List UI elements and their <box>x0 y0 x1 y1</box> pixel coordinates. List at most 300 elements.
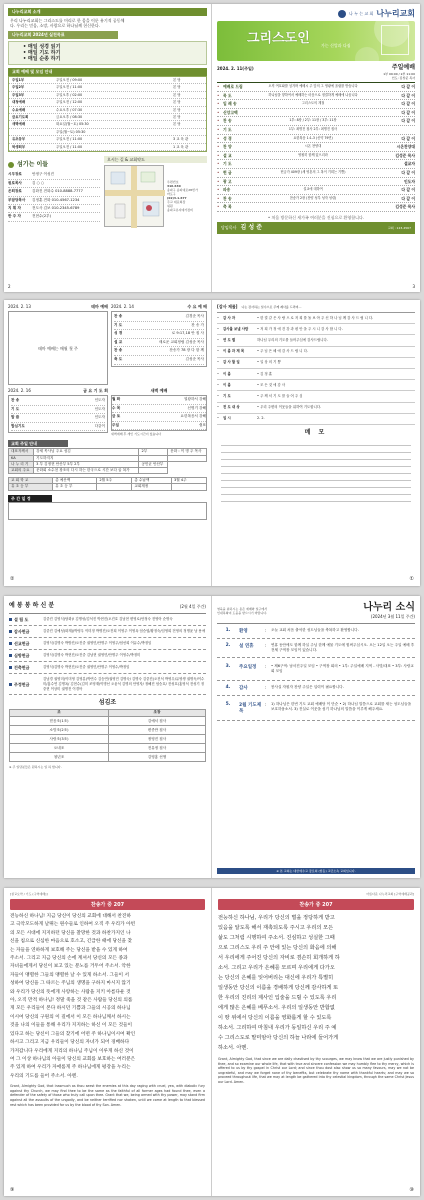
table-cell: 오네조 <box>10 743 109 752</box>
table-cell: 공민균 안산부 <box>139 461 168 467</box>
square-bullet-icon <box>9 654 12 657</box>
worship-time: 수요오후 / 07:30 <box>56 107 83 112</box>
page-number-right: ① <box>409 576 414 582</box>
table-cell: 대표자께서 <box>9 449 34 455</box>
order-row <box>217 186 415 195</box>
worship-name: 금요기도회 <box>12 115 29 120</box>
prayer-line: 있음을 알도록 해서 재촉되도록 주시고 우리의 모든 <box>218 925 334 931</box>
page2-left <box>4 300 211 586</box>
offering-table <box>8 477 207 490</box>
table-cell: 기도하지지 <box>34 455 139 461</box>
order-row <box>217 126 415 135</box>
separator-icon: : <box>265 643 267 648</box>
prayer-line: 는 당신의 은혜를 잊어버리는 대신에 우리가 특별히 <box>218 975 334 981</box>
goals-heading: 나누리교회 2024년 실천목표 <box>8 31 118 39</box>
weekly-schedule-box <box>8 502 207 520</box>
bullet-icon: • <box>217 360 219 365</box>
page-number: ② <box>10 576 15 582</box>
form-label: 감 사 자 <box>223 315 236 320</box>
team-title: 섬김조 <box>98 699 117 707</box>
worship-row <box>9 92 206 99</box>
english-prayer-right <box>218 1057 414 1085</box>
table-cell: 문화 : 이 명 주 목사 <box>168 449 207 455</box>
prayer-line: 수 그리스도로 말미암아 당신의 하늘 나라에 들어가게 <box>218 1035 339 1041</box>
map-phone: (02)3.1.677 <box>167 196 187 201</box>
form-row <box>217 324 415 335</box>
welcome-note: • 처음 방문하신 새가족 여러분을 진심으로 환영합니다. <box>267 214 365 220</box>
table-cell: 정영진 집사 <box>108 734 205 743</box>
list-row <box>11 406 105 415</box>
news-item-title: 2월 기도제목 <box>239 703 262 714</box>
worship-time: 주일오전 / 11:00 <box>56 144 83 149</box>
form-value: • 주 께 서 기 도 를 들 어 주 심 <box>257 393 303 398</box>
title-banner <box>217 21 415 61</box>
list-value: 다같이 <box>94 423 105 428</box>
list-row <box>112 413 206 422</box>
news-subtitle: (2024년 3월 11일 주간) <box>370 614 415 619</box>
order-row <box>217 195 415 204</box>
prayer-line: 성하여 당신을 그 따르는 주님의 생명을 구하지 마시지 않기 <box>10 981 131 987</box>
table-row <box>9 467 207 473</box>
service-leader: 인도: 김상준 목사 <box>391 76 415 80</box>
bullet-icon: • <box>217 371 219 376</box>
table-cell: 유 초 등 부 <box>9 484 53 490</box>
order-label: 찬 송 <box>223 195 232 201</box>
form-value: 하나님 우리의 기도를 들어주심에 감사드립니다. <box>257 337 328 342</box>
separator-icon: : <box>265 628 267 633</box>
offering-names: 김중진 김영식(당화)! 김명성/김석진 박현진/오진호 김남현 변영로/안정숙 전영아 순명숙 <box>43 617 173 622</box>
offering-type: 건축헌금 <box>14 665 30 670</box>
staff-row <box>8 188 100 196</box>
list-key: 설 교 <box>114 339 123 344</box>
worship-place: 본 당 <box>173 85 181 90</box>
list-key: 금 토 <box>112 414 121 419</box>
worship-time: 주일오전 / 11:00 <box>56 85 83 90</box>
prayer-line: 전능하신 하나님, 우리가 당신의 벌을 정당하게 받고 <box>218 915 335 921</box>
worship-name: 주일3부 <box>12 92 25 97</box>
theme-title: 테마 예배 <box>91 304 108 309</box>
order-bullet-icon: • <box>217 195 220 201</box>
table-cell: 김예서 집사 <box>108 716 205 725</box>
fri-order <box>8 395 108 433</box>
order-label: 입 례 송 <box>223 101 237 107</box>
church-subtitle: 나 누 는 교 회 <box>348 11 374 16</box>
pastor-name: 김 성 준 <box>240 223 263 231</box>
hymn-bar-left: 찬송가 중 207 <box>10 899 205 910</box>
order-content <box>245 160 381 168</box>
worship-place <box>170 129 206 135</box>
theme-text: 테마 예배는 매월 첫 주 <box>38 345 78 351</box>
offering-type-badge <box>9 682 43 687</box>
page-number-right: ⑩ <box>409 1187 414 1193</box>
prayer-line: 아, 오직 만적 하나님! 정말 죽을 것 같은 사람들 당신의 의롭 <box>10 998 133 1004</box>
order-label: 헌 금 <box>223 169 232 175</box>
memo-lines <box>221 439 411 502</box>
worship-place: 본 당 <box>173 122 181 127</box>
worship-time: 주일오전 / 09:00 <box>56 78 83 82</box>
table-cell: 3월 4주 <box>171 478 206 484</box>
bulletin-page-3 <box>4 596 420 878</box>
map-detail-3: 주교 대표회장 <box>167 200 186 205</box>
prayer-line: 와 우리가 당신의 뜻에게 사랑하는 사람을 지키 아름다운 것 <box>10 989 131 995</box>
news-body: 연휴 동안에도 함께 하실 주님 한께 예물 기도에 힘써주십시오. 오는 12일 오는 주일 예배 후 전체 구역장 모임이 있습니다. <box>271 643 415 652</box>
form-value: • 우리 주변의 이웃들을 위하여 기도합니다. <box>257 405 322 410</box>
prayer-line: 자들이 맹렬한 그들의 맹렬한 날 수 있게 하소서. 그들이 서 <box>10 972 130 978</box>
offering-names: 김영식/김명숙 박방진/오진중 권영민/안명주 이영주/엄선희 이유수/박정임 <box>43 641 152 646</box>
table-cell: 문화회 소수천 창조의 다시 하는 한국으로 시간 보다 곱 복가 <box>34 467 139 473</box>
order-leader: 다 같 이 <box>401 195 415 201</box>
order-leader: 설교자 <box>403 161 415 167</box>
page2-right <box>212 300 420 586</box>
offerer-row <box>9 638 206 650</box>
table-cell: 교회재정 <box>132 484 172 490</box>
news-title: 나누리 소식 <box>363 602 415 613</box>
order-content: 영원히 함께 있으리라 <box>298 152 328 157</box>
list-key: 월 화 <box>112 397 121 401</box>
order-row <box>217 100 415 109</box>
separator-icon: : <box>265 685 267 690</box>
form-row <box>217 313 415 324</box>
order-leader: 시온찬양대 <box>396 144 415 150</box>
worship-place: 본 당 <box>173 115 181 120</box>
order-leader: 다 같 이 <box>401 118 415 124</box>
list-value: 김경준 목사 <box>185 314 204 318</box>
map-zip-label: 우편번호 <box>167 180 179 185</box>
bulletin-page-4 <box>4 888 420 1196</box>
order-label: 파송 <box>223 187 231 193</box>
prayer-line: 있다고 하는 당신이 그들의 찾기에 어떤 주 하나님이시여 확인 <box>10 1031 136 1037</box>
order-label: 신앙고백 <box>223 109 238 115</box>
square-bullet-icon <box>9 683 12 686</box>
table-cell <box>97 484 132 490</box>
church-logo-icon <box>338 10 346 18</box>
table-cell: 3 부 김정현 안산부 5부 2부 <box>34 461 139 467</box>
intro-heading: 나누리교회 소개 <box>8 8 207 16</box>
form-label: 전 도 대 상 <box>223 405 240 410</box>
staff-role: 원로목사 <box>8 180 22 185</box>
theme-date: 2024. 2. 13 <box>8 304 31 309</box>
prayer-line: 의 모든 시대에 지지하던 당신을 찰망한 것과 하찬가지인 나 <box>10 930 131 936</box>
list-key: 기 도 <box>114 322 123 327</box>
order-content: 헌금가 409장 (새 영혼의 그 복이 기회는 기쁨) <box>280 169 346 174</box>
korean-prayer-right <box>218 913 414 1053</box>
memo-title: 메 모 <box>304 428 328 436</box>
order-row <box>217 135 415 144</box>
news-intro-2: 인내하화여 도움을 받으시기 바랍니다. <box>217 610 268 615</box>
list-value: 열왕하서 강해 <box>184 397 206 401</box>
worship-heading: 교회 예배 및 모임 안내 <box>8 68 207 76</box>
news-list <box>217 623 415 721</box>
staff-name: 전도사 김보 010-2345-6789 <box>32 205 80 210</box>
worship-row <box>9 144 206 151</box>
order-bullet-icon: • <box>217 187 220 193</box>
order-content: 찬송가 2장 (찬양 성부 성자 성령) <box>289 195 337 200</box>
form-value: • 김 정 훈 <box>257 371 273 376</box>
square-bullet-icon <box>9 666 12 669</box>
offering-type-badge <box>9 653 43 658</box>
offering-type: 주정헌금 <box>14 681 30 687</box>
staff-name: 전현수(2부) <box>32 214 51 219</box>
order-bullet-icon: • <box>217 109 220 115</box>
vision-line-2: 다. 우리는 믿음, 소망, 사랑으로 하나님께 헌신한다. <box>10 23 100 28</box>
table-row <box>10 752 206 761</box>
korean-prayer-left <box>10 913 205 1081</box>
staff-role: 은퇴장로 <box>8 189 22 194</box>
form-label: 이 름 <box>223 371 231 376</box>
worship-place: 본 당 <box>173 100 181 105</box>
offerer-row <box>9 650 206 662</box>
staff-list <box>8 171 100 221</box>
order-content: 1부: 8장 / 2부: 11장 / 3부: 11장 <box>289 118 337 123</box>
bullet-icon: • <box>217 315 219 320</box>
order-row <box>217 83 415 92</box>
order-bullet-icon: • <box>217 135 220 141</box>
list-key: 축 도 <box>114 356 123 361</box>
table-row <box>10 725 206 734</box>
table-cell <box>171 484 206 490</box>
form-value: • 주 님 은 혜 에 감 사 드 립 니 다. <box>257 349 308 354</box>
order-row <box>217 92 415 101</box>
prayer-line: 서 우리에게 주어진 당신의 자비로 겸손히 회개하게 하 <box>218 955 340 961</box>
dawn-order <box>111 395 207 431</box>
list-key: 주일 <box>112 422 119 427</box>
table-cell: 전유정 집사 <box>108 743 205 752</box>
table-cell: 청년조 <box>10 752 109 761</box>
order-bullet-icon: • <box>217 84 220 89</box>
form-value: 2. 2. <box>257 416 265 421</box>
thanks-title: [감사 제물] <box>217 304 238 309</box>
order-bullet-icon: • <box>217 101 220 107</box>
order-content <box>245 178 381 186</box>
order-label: 광 고 <box>223 178 232 184</box>
worship-row <box>9 136 206 143</box>
news-number: 1. <box>225 628 231 633</box>
order-row <box>217 143 415 152</box>
list-value: 찬 송 가 <box>191 322 204 327</box>
form-label: 감 사 할 일 <box>223 360 240 365</box>
order-bullet-icon: • <box>217 144 220 150</box>
table-cell: 소망조(2조) <box>10 725 109 734</box>
offering-names: 김중진 김예성(화계)/박영우 이미정 박명진/오진희 이영주 이영옥 엄승엽/황정숙/임영희 전영의 정명윤 남 용애 <box>43 629 206 634</box>
prayer-line: Grant, Almighty God, that inasmuch as thou seest the enemies at this day raging with cruel, yea, with diabolic fury against thy Church, we may find thee to be the same as the faithful of all former ages had found thee, even a defender of the safety of those who truly call upon thee. Grant that we, being armed with thy power, may stand firm against all the assaults of the ungodly, and be neither terrified nor shaken, until we come at length to that blessed rest which has been provided for us by the blood of thy Son. Amen. <box>10 1084 205 1107</box>
worship-name: 대청예배 <box>12 100 26 105</box>
staff-row <box>8 197 100 205</box>
worship-place: 1 교 육 관 <box>173 144 189 149</box>
prayer-line: 이 땅 위에서 당신의 이름을 영화롭게 할 수 있도록 <box>218 1015 332 1021</box>
square-bullet-icon <box>9 642 12 645</box>
goal-1: • 매일 성경 읽기 <box>23 44 61 50</box>
worship-row <box>9 99 206 106</box>
thanks-form <box>217 312 415 425</box>
table-cell: 교회의 주요 <box>9 467 34 473</box>
worship-row <box>9 107 206 114</box>
order-bullet-icon: • <box>217 118 220 124</box>
order-bullet-icon: • <box>217 92 220 98</box>
order-content: 그리스도의 계절 <box>301 101 325 106</box>
goal-2: • 매일 기도 하기 <box>23 50 61 56</box>
offerers-title: 예 봉 봉 하 신 분 <box>9 602 55 609</box>
dawn-title: 새벽 예배 <box>150 388 168 393</box>
form-label: 일 시 <box>223 416 231 421</box>
order-bullet-icon: • <box>217 204 220 210</box>
goals-box <box>8 41 207 65</box>
prayer-line: 우리의 기도를 들어 주소서. 아멘. <box>10 1073 78 1079</box>
order-leader: 다 같 이 <box>401 92 415 98</box>
map-detail-2: 마포구 <box>167 192 176 197</box>
table-cell: 유 초 등 부 <box>53 484 97 490</box>
square-bullet-icon <box>9 630 12 633</box>
bullet-icon: • <box>217 326 219 331</box>
offerer-row <box>9 674 206 695</box>
list-row <box>114 356 204 365</box>
news-body: • 제6구역: 남서진주일 모임 • 구역장 회의 • 1부: 주일예배 지역 - 사망/대표 • 3부: 사랑교회 모임 <box>271 664 414 673</box>
table-row <box>10 743 206 752</box>
prayer-line: 것을 나의 이들을 통해 우리가 지지하는 하신 이 모든 것들이 <box>10 1023 133 1029</box>
list-row <box>11 397 105 406</box>
order-leader: 김성준 목사 <box>395 204 415 210</box>
table-cell: 나 누 리 기 <box>9 461 34 467</box>
order-label: 찬 양 <box>223 144 232 150</box>
prayer-line: 하소서. 그리하여 마침내 우리가 동일하신 우리 주 예 <box>218 1025 337 1031</box>
order-content <box>245 109 381 117</box>
prayer-line: Grant, Almighty God, that since we are daily chastised by thy scourges, we may know that we are justly punished by thee, and so examine our whole life, that with true and sincere confession we may humbly flee to thy mercy, which is offered to us by thy gospel in Christ our Lord; and since thou dost also show us so many favours, may we not be ungrateful, and may we forget none of thy benefits, but celebrate thy name with thankful hearts; and may we so proceed throughout life, that we may at length be gathered into thy celestial kingdom, through the same Christ Jesus our Lord. Amen. <box>218 1057 414 1084</box>
list-value: 김성준 목사 <box>185 356 204 361</box>
worship-row <box>9 84 206 91</box>
english-prayer-left <box>10 1084 205 1107</box>
order-bullet-icon: • <box>217 178 220 184</box>
worship-row <box>9 114 206 121</box>
group-heading: 교회 주일 안내 <box>8 440 68 447</box>
dawn-note: 새벽예배 후 개인 기도시간이 있습니다 <box>111 432 162 437</box>
worship-name: 수요예배 <box>12 107 26 112</box>
separator-icon: : <box>265 702 267 707</box>
worship-row <box>9 77 206 84</box>
people-icon <box>8 162 14 168</box>
worship-name: 학생회부 <box>12 144 26 149</box>
order-content: 설교에 대하여 <box>303 187 323 192</box>
bullet-icon: • <box>217 337 219 342</box>
list-value: 찬송가 78 장 다 함 께 <box>169 348 204 353</box>
list-value: 인도자 <box>94 415 105 420</box>
church-name: 나누리교회 <box>376 9 415 18</box>
table-row <box>10 716 206 725</box>
prayer-line: 여 그 이상 하나님의 아들이 당신의 교회를 보호하는 여러분은 <box>10 1056 136 1062</box>
form-label: 기 도 <box>223 393 231 398</box>
church-contact: 교회 : 123-4567 <box>387 225 411 230</box>
prayer-line: 게 모든 우리들이 본다 하시던 기쁨과 그들의 시공의 하나님 <box>10 1006 131 1012</box>
worship-name: 주일2부 <box>12 85 25 90</box>
bullet-icon: • <box>217 405 219 410</box>
prayer-line: 삶도 그처럼 시행하여 주소서. 진심하고 성실한 그때 <box>218 935 335 941</box>
map-zip: 316.630 <box>167 184 181 189</box>
order-content: 오직 여호와를 섬겨며 예배시 주 앞의 그 영광에 올림를 받습니다 <box>268 84 358 88</box>
order-label: 예배로 드림 <box>223 84 243 89</box>
table-cell: 믿음조(1조) <box>10 716 109 725</box>
list-value: 쉼표 <box>199 422 206 427</box>
offering-type-badge <box>9 617 43 622</box>
table-header: 조 <box>10 710 109 716</box>
news-number: 4. <box>225 685 231 690</box>
table-cell: 총 수납액 <box>132 478 172 484</box>
offerer-row <box>9 614 206 626</box>
staff-name: 김정훈 전화 010-4567-1234 <box>32 197 80 202</box>
staff-role: 반 주 자 <box>8 214 21 219</box>
news-number: 3. <box>225 664 231 669</box>
order-label: 설 교 <box>223 152 232 158</box>
table-header: 조장 <box>108 710 205 716</box>
worship-place: 본 당 <box>173 92 181 97</box>
news-number: 5. <box>225 702 231 707</box>
news-item <box>217 681 415 696</box>
bulletin-page-1 <box>4 4 420 292</box>
order-bullet-icon: • <box>217 169 220 175</box>
order-label: 묵 도 <box>223 92 232 98</box>
table-row <box>10 734 206 743</box>
order-leader: 김성준 목사 <box>395 152 415 158</box>
service-date: 2024. 2. 11(주일) <box>217 65 254 71</box>
wed-order <box>111 311 207 367</box>
bullet-icon: • <box>217 349 219 354</box>
order-row <box>217 160 415 169</box>
map-heading: 오시는 길 & 교회약도 <box>104 156 207 163</box>
fri-date: 2024. 2. 16 <box>8 388 31 393</box>
news-item <box>217 658 415 681</box>
form-label: 이 름 <box>223 382 231 387</box>
worship-time: 주일오전 / 12:00 <box>56 100 83 105</box>
staff-role: 부담당목사 <box>8 197 26 202</box>
news-body: 봉사실 자원자 찬양 주일은 입력이 필요합니다. <box>271 685 344 689</box>
square-bullet-icon <box>9 618 12 621</box>
order-content: 1부: 최명진 집사 2부: 최명진 집사 <box>288 126 338 131</box>
table-cell: 사랑조(3조) <box>10 734 109 743</box>
worship-row <box>9 121 206 128</box>
list-row <box>11 414 105 423</box>
page4-right <box>212 888 420 1196</box>
worship-time: 금요오후 / 08:30 <box>56 115 83 120</box>
page-number: ⑨ <box>10 1187 15 1193</box>
news-item-title: 감사 <box>239 686 248 691</box>
news-number: 2. <box>225 643 231 648</box>
news-item-title: 환영 <box>239 629 248 634</box>
page4-left <box>4 888 211 1196</box>
prayer-line: 신을 침으로 신심한 마음으로 호소고, 긴급한 때에 당신을 찾 <box>10 939 133 945</box>
offering-names: 김영식/김명숙 박현진/오진중 김남현 권영민/안명주 이영수/박정미 <box>43 653 141 658</box>
worship-time: 주일오전 / 11:00 <box>56 137 83 142</box>
news-item <box>217 639 415 658</box>
worship-place: 3 교 육 관 <box>173 137 189 142</box>
form-label: 연 도 별 <box>223 337 236 342</box>
order-leader: 다 같 이 <box>401 109 415 115</box>
order-row <box>217 178 415 187</box>
form-value: • 한 결 같 은 사 랑 으 로 저 희 를 돌 보 아 주 신 하 나 님 께 감 사 드 립 니 다. <box>257 315 374 320</box>
news-item-title: 설 연휴 <box>239 644 254 649</box>
list-value: 신명기 강해 <box>187 405 206 410</box>
wed-date: 2024. 2. 14 <box>111 304 134 309</box>
order-label: 기 도 <box>223 161 232 167</box>
order-content: 하나님을 향하여서 예배하는 마음으로 정결하게 예배에 나옵니다 <box>268 92 358 97</box>
offerers-subtitle: (2월 4일 주간) <box>179 603 206 609</box>
worship-place: 본 당 <box>173 107 181 112</box>
offerers-list <box>9 613 206 695</box>
news-body: 오늘 교회 처음 출석한 성도님들을 축복하고 환영합니다. <box>271 628 359 632</box>
denomination-note: ※ 본 교회는 대한예수교 장로회 (합동) 교단소속 교회입니다. <box>217 868 415 874</box>
table-cell: KA <box>9 455 34 461</box>
prayer-line: 일생동안 당신의 이름을 경배하게 당신께 감사하게 또 <box>218 985 339 991</box>
order-label: 찬 송 <box>223 118 232 124</box>
prayer-line: 자녀들에게서 당신이 보고 있는 분노를 거두어 주소서. 악한 <box>10 964 131 970</box>
offering-type-badge <box>9 629 43 634</box>
theme-box <box>8 311 108 385</box>
